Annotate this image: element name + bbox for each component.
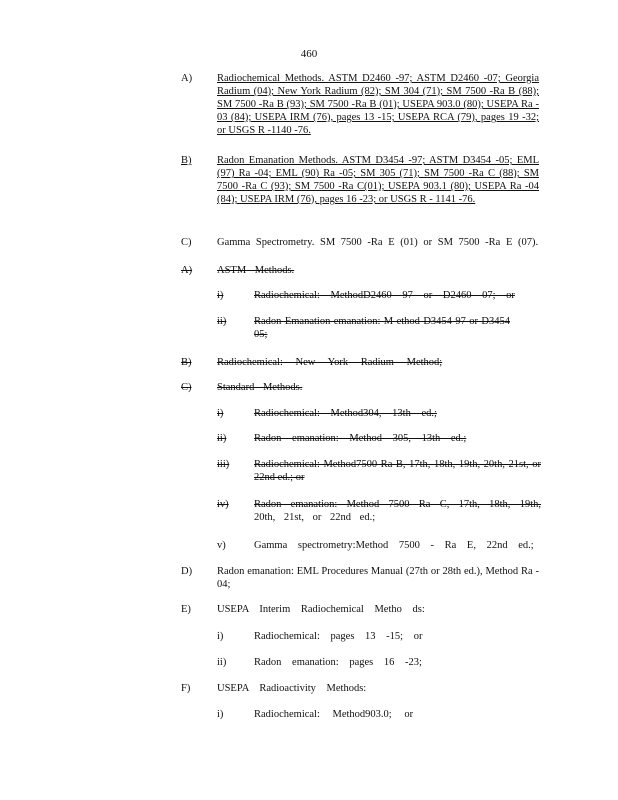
entry-marker: ii)	[217, 433, 227, 444]
entry-text: Radiochemical: Method903.0; or	[254, 709, 414, 720]
entry-text: Radiochemical: Method304, 13th ed.;	[254, 408, 437, 419]
entry-marker: A)	[181, 265, 193, 276]
entry-text: Radiochemical: MethodD2460 97 or D2460 07; or	[254, 290, 515, 301]
entry-marker: v)	[217, 540, 226, 551]
entry-text: USEPA Radioactivity Methods:	[217, 683, 367, 694]
entry-text: Gamma spectrometry:Method 7500 - Ra E, 22nd ed.;	[254, 540, 534, 551]
entry-text: Radon emanation: Method 305, 13th ed.;	[254, 433, 467, 444]
entry-marker: C)	[181, 237, 192, 248]
entry-marker: i)	[217, 408, 224, 419]
entry-text: Radon emanation: pages 16 -23;	[254, 657, 422, 668]
entry-marker: F)	[181, 683, 191, 694]
entry-text: Radiochemical Methods. ASTM D2460 -97; ASTM D2460 -07; Georgia Radium (04); New York Radium (82); SM 304 (71); SM 7500 -Ra B (88); SM 7500 -Ra B (93); SM 7500 -Ra B (01); USEPA 903.0 (80); USEPA Ra - 03 (84); USEPA IRM (76), pages 13 -15; USEPA RCA (79), pages 19 -32; or USGS R -1140 -76.	[217, 73, 539, 136]
entry-marker: iii)	[217, 459, 230, 470]
entry-marker: ii)	[217, 316, 227, 327]
entry-text: 20th, 21st, or 22nd ed.;	[254, 512, 376, 523]
entry-text: Radiochemical: Method7500 Ra B, 17th, 18th, 19th, 20th, 21st, or 22nd ed.; or	[254, 459, 541, 483]
entry-marker: B)	[181, 155, 192, 166]
entry-text: Standard Methods.	[217, 382, 303, 393]
entry-text: ASTM Methods.	[217, 265, 295, 276]
entry-text: Radon Emanation Methods. ASTM D3454 -97; ASTM D3454 -05; EML (97) Ra -04; EML (90) Ra -05; SM 305 (71); SM 7500 -Ra C (88); SM 7500 -Ra C (93); SM 7500 -Ra C(01); USEPA 903.1 (80); USEPA Ra -04 (84); USEPA IRM (76), pages 16 -23; or USGS R - 1141 -76.	[217, 155, 539, 205]
entry-text: Radon Emanation emanation: M ethod D3454 97 or D3454 05;	[254, 316, 510, 340]
entry-marker: C)	[181, 382, 192, 393]
entry-marker: ii)	[217, 657, 227, 668]
page-number: 460	[300, 48, 318, 60]
entry-marker: B)	[181, 357, 192, 368]
entry-text: Gamma Spectrometry. SM 7500 -Ra E (01) or SM 7500 -Ra E (07).	[217, 237, 539, 248]
entry-marker: i)	[217, 631, 224, 642]
entry-marker: D)	[181, 566, 193, 577]
entry-text: Radon emanation: EML Procedures Manual (27th or 28th ed.), Method Ra - 04;	[217, 566, 539, 590]
entry-text: Radiochemical: New York Radium Method;	[217, 357, 443, 368]
entry-text: Radiochemical: pages 13 -15; or	[254, 631, 423, 642]
entry-text-struck: Radon emanation: Method 7500 Ra C, 17th, 18th, 19th,	[254, 499, 541, 510]
entry-text: USEPA Interim Radiochemical Metho ds:	[217, 604, 425, 615]
entry-marker: i)	[217, 709, 224, 720]
entry-marker: A)	[181, 73, 193, 84]
entry-marker: i)	[217, 290, 224, 301]
entry-marker: E)	[181, 604, 191, 615]
entry-marker: iv)	[217, 499, 229, 510]
